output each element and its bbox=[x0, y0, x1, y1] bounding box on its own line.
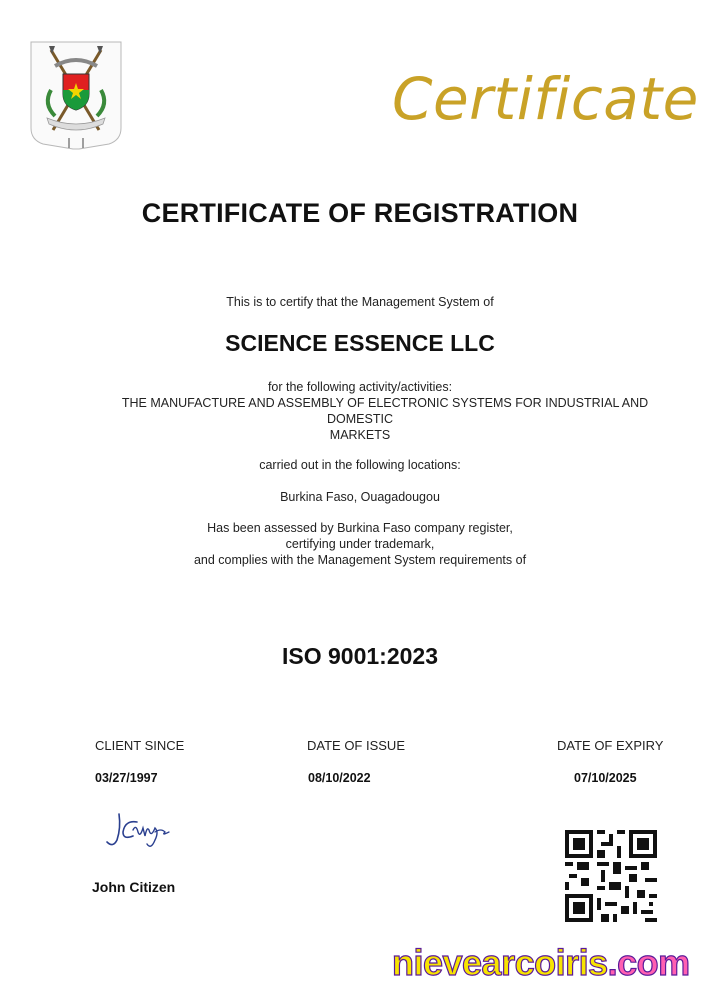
watermark-domain: .com bbox=[607, 942, 690, 983]
watermark-name: nievearcoiris bbox=[392, 942, 608, 983]
location: Burkina Faso, Ouagadougou bbox=[280, 490, 440, 504]
assessment-line: certifying under trademark, bbox=[285, 537, 435, 551]
activity-line: DOMESTIC bbox=[327, 412, 393, 426]
assessment-line: and complies with the Management System requirements of bbox=[193, 553, 527, 567]
page-title: CERTIFICATE OF REGISTRATION bbox=[141, 198, 579, 228]
standard-name: ISO 9001:2023 bbox=[281, 643, 438, 669]
qr-code-icon bbox=[565, 830, 657, 922]
certify-statement: This is to certify that the Management System of bbox=[226, 295, 494, 309]
company-name: SCIENCE ESSENCE LLC bbox=[225, 330, 495, 356]
expiry-date-label: DATE OF EXPIRY bbox=[557, 738, 664, 753]
signer-name: John Citizen bbox=[92, 879, 176, 895]
activity-line: MARKETS bbox=[329, 428, 391, 442]
certificate-script-heading: Certificate bbox=[392, 65, 699, 133]
expiry-date-value: 07/10/2025 bbox=[574, 771, 637, 785]
watermark bbox=[392, 941, 690, 985]
issue-date-label: DATE OF ISSUE bbox=[307, 738, 405, 753]
signature bbox=[103, 808, 173, 854]
activity-line: THE MANUFACTURE AND ASSEMBLY OF ELECTRONIC SYSTEMS FOR INDUSTRIAL AND bbox=[121, 396, 649, 410]
coat-of-arms-icon bbox=[29, 40, 123, 150]
activity-intro: for the following activity/activities: bbox=[267, 380, 453, 394]
assessment-line: Has been assessed by Burkina Faso company register, bbox=[207, 521, 513, 535]
client-since-value: 03/27/1997 bbox=[95, 771, 158, 785]
locations-intro: carried out in the following locations: bbox=[259, 458, 461, 472]
issue-date-value: 08/10/2022 bbox=[308, 771, 371, 785]
client-since-label: CLIENT SINCE bbox=[95, 738, 185, 753]
